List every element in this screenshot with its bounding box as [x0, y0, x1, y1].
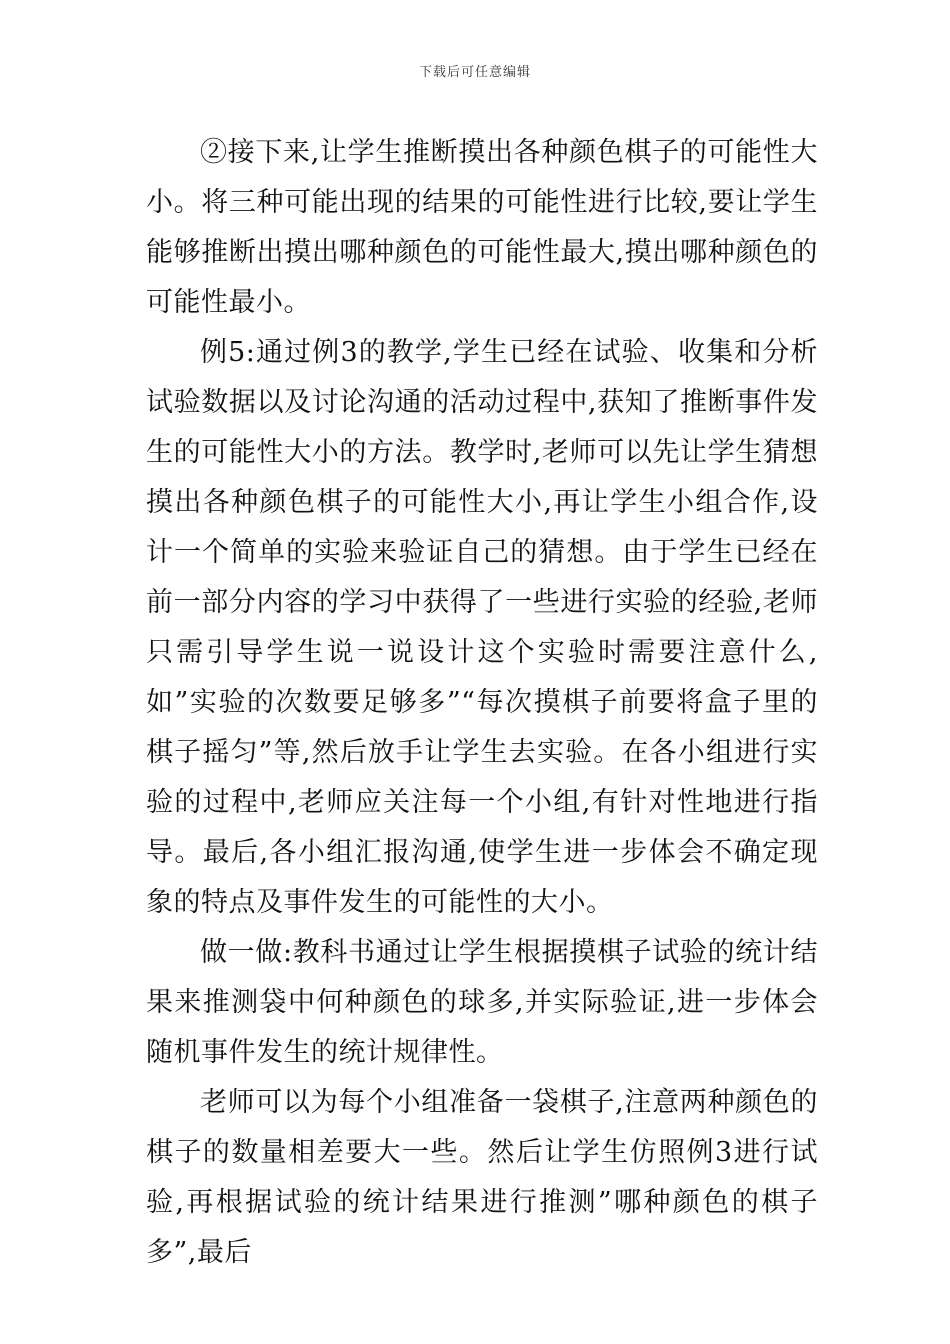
paragraph-teacher-prepare: 老师可以为每个小组准备一袋棋子,注意两种颜色的棋子的数量相差要大一些。然后让学生仿照例3进行试验,再根据试验的统计结果进行推测”哪种颜色的棋子多”,最后: [146, 1087, 818, 1268]
paragraph-example-5: 例5:通过例3的教学,学生已经在试验、收集和分析试验数据以及讨论沟通的活动过程中,获知了推断事件发生的可能性大小的方法。教学时,老师可以先让学生猜想摸出各种颜色棋子的可能性大小,再让学生小组合作,设计一个简单的实验来验证自己的猜想。由于学生已经在前一部分内容的学习中获得了一些进行实验的经验,老师只需引导学生说一说设计这个实验时需要注意什么,如”实验的次数要足够多”“每次摸棋子前要将盒子里的棋子摇匀”等,然后放手让学生去实验。在各小组进行实验的过程中,老师应关注每一个小组,有针对性地进行指导。最后,各小组汇报沟通,使学生进一步体会不确定现象的特点及事件发生的可能性的大小。: [146, 337, 818, 918]
paragraph-try-it: 做一做:教科书通过让学生根据摸棋子试验的统计结果来推测袋中何种颜色的球多,并实际验证,进一步体会随机事件发生的统计规律性。: [146, 937, 818, 1068]
page-header: 下载后可任意编辑: [418, 65, 531, 80]
document-body: [146, 128, 818, 1278]
paragraph-guess-possibility: ②接下来,让学生推断摸出各种颜色棋子的可能性大小。将三种可能出现的结果的可能性进行比较,要让学生能够推断出摸出哪种颜色的可能性最大,摸出哪种颜色的可能性最小。: [146, 137, 818, 318]
